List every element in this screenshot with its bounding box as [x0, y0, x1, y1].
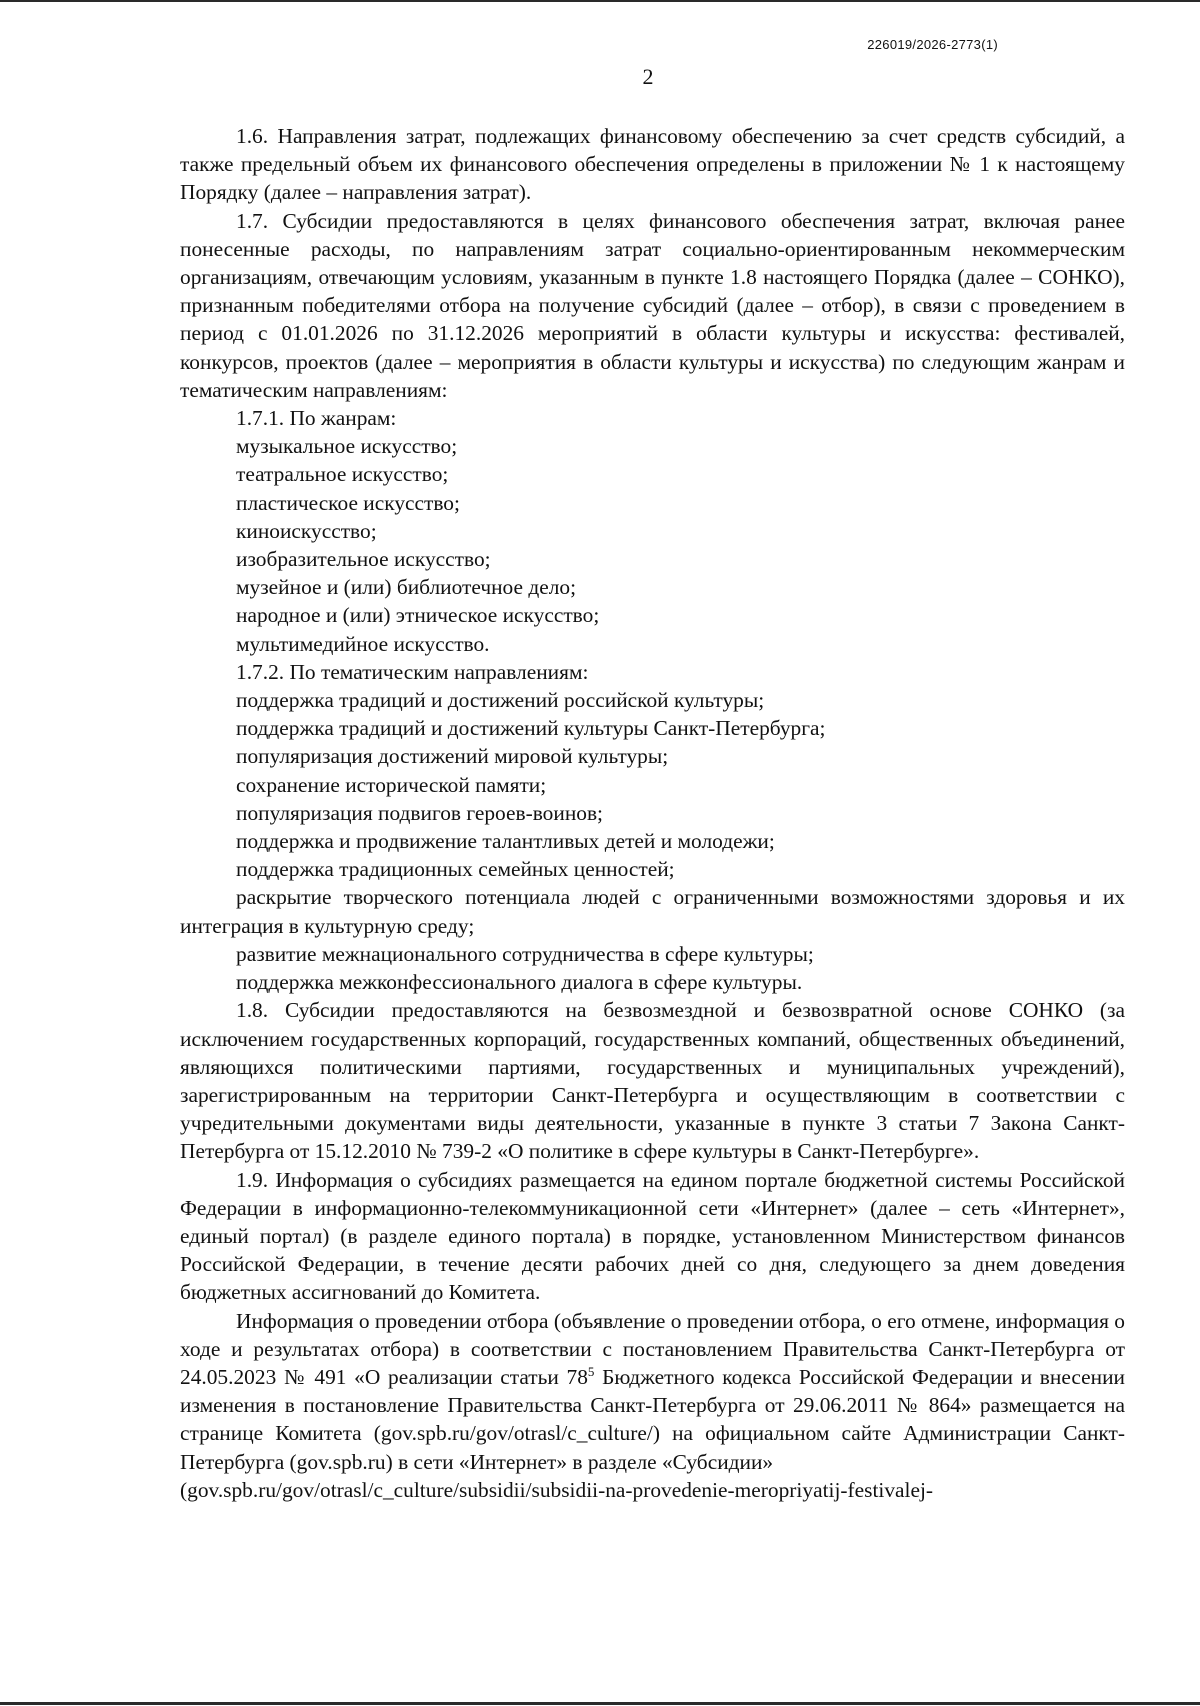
list-item: киноискусство; — [236, 518, 377, 543]
list-item: мультимедийное искусство. — [236, 631, 490, 656]
list-item: поддержка и продвижение талантливых детей и молодежи; — [236, 829, 775, 854]
list-item: изобразительное искусство; — [236, 547, 491, 572]
subsidy-url: (gov.spb.ru/gov/otrasl/c_culture/subsidii/subsidii-na-provedenie-meropriyatij-festivalej- — [180, 1477, 934, 1502]
list-item: народное и (или) этническое искусство; — [236, 603, 600, 628]
document-number: 226019/2026-2773(1) — [867, 37, 998, 52]
bottom-edge-line — [0, 1702, 1200, 1705]
list-item: поддержка традиционных семейных ценностей; — [236, 857, 675, 882]
list-item: поддержка межконфессионального диалога в сфере культуры. — [236, 970, 803, 995]
subsection-1-7-1: 1.7.1. По жанрам: — [236, 406, 397, 431]
list-item: популяризация подвигов героев-воинов; — [236, 800, 604, 825]
list-item: музейное и (или) библиотечное дело; — [236, 575, 577, 600]
list-item: развитие межнационального сотрудничества в сфере культуры; — [236, 941, 814, 966]
list-item: музыкальное искусство; — [236, 434, 458, 459]
list-item: поддержка традиций и достижений культуры Санкт-Петербурга; — [236, 716, 826, 741]
list-item: театральное искусство; — [236, 462, 449, 487]
list-item: популяризация достижений мировой культуры; — [236, 744, 669, 769]
paragraph-selection-info — [180, 1307, 1125, 1476]
paragraph-1-8: 1.8. Субсидии предоставляются на безвозмездной и безвозвратной основе СОНКО (за исключением государственных корпораций, государственных компаний, общественных объединений, являющихся политическими партиями, государственных и муниципальных учреждений), зарегистрированным на территории Санкт-Петербурга и осуществляющим в соответствии с учредительными документами виды деятельности, указанные в пункте 3 статьи 7 Закона Санкт-Петербурга от 15.12.2010 № 739-2 «О политике в сфере культуры в Санкт-Петербурге». — [180, 998, 1125, 1164]
paragraph-1-7: 1.7. Субсидии предоставляются в целях финансового обеспечения затрат, включая ранее понесенные расходы, по направлениям затрат социально-ориентированным некоммерческим организациям, отвечающим условиям, указанным в пункте 1.8 настоящего Порядка (далее – СОНКО), признанным победителями отбора на получение субсидий (далее – отбор), в связи с проведением в период с 01.01.2026 по 31.12.2026 мероприятий в области культуры и искусства: фестивалей, конкурсов, проектов (далее – мероприятия в области культуры и искусства) по следующим жанрам и тематическим направлениям: — [180, 208, 1125, 402]
paragraph-1-6: 1.6. Направления затрат, подлежащих финансовому обеспечению за счет средств субсидий, а также предельный объем их финансового обеспечения определены в приложении № 1 к настоящему Порядку (далее – направления затрат). — [180, 124, 1125, 205]
list-item: поддержка традиций и достижений российской культуры; — [236, 688, 765, 713]
list-item-long: раскрытие творческого потенциала людей с ограниченными возможностями здоровья и их интеграция в культурную среду; — [180, 885, 1125, 938]
subsection-1-7-2: 1.7.2. По тематическим направлениям: — [236, 659, 589, 684]
article-superscript: 5 — [587, 1363, 595, 1379]
paragraph-1-9: 1.9. Информация о субсидиях размещается на едином портале бюджетной системы Российской Федерации в информационно-телекоммуникационной сети «Интернет» (далее – сеть «Интернет», единый портал) (в разделе единого портала) в порядке, установленном Министерством финансов Российской Федерации, в течение десяти рабочих дней со дня, следующего за днем доведения бюджетных ассигнований до Комитета. — [180, 1167, 1125, 1305]
list-item: пластическое искусство; — [236, 490, 460, 515]
document-body — [180, 122, 1125, 1504]
page-number: 2 — [642, 64, 654, 89]
info-text-start: Информация о проведении отбора (объявление о проведении отбора, о его отмене, информация о ходе и результатах отбора) в соответствии с постановлением Правительства Санкт-Петербурга от 24.05.2023 № 491 «О реализации статьи 78 — [180, 1308, 1125, 1389]
top-edge-line — [0, 0, 1200, 2]
info-text-end: Бюджетного кодекса Российской Федерации и внесении изменения в постановление Правительства Санкт-Петербурга от 29.06.2011 № 864» размещается на странице Комитета (gov.spb.ru/gov/otrasl/c_culture/) на официальном сайте Администрации Санкт-Петербурга (gov.spb.ru) в сети «Интернет» в разделе «Субсидии» — [180, 1364, 1125, 1474]
list-item: сохранение исторической памяти; — [236, 772, 547, 797]
